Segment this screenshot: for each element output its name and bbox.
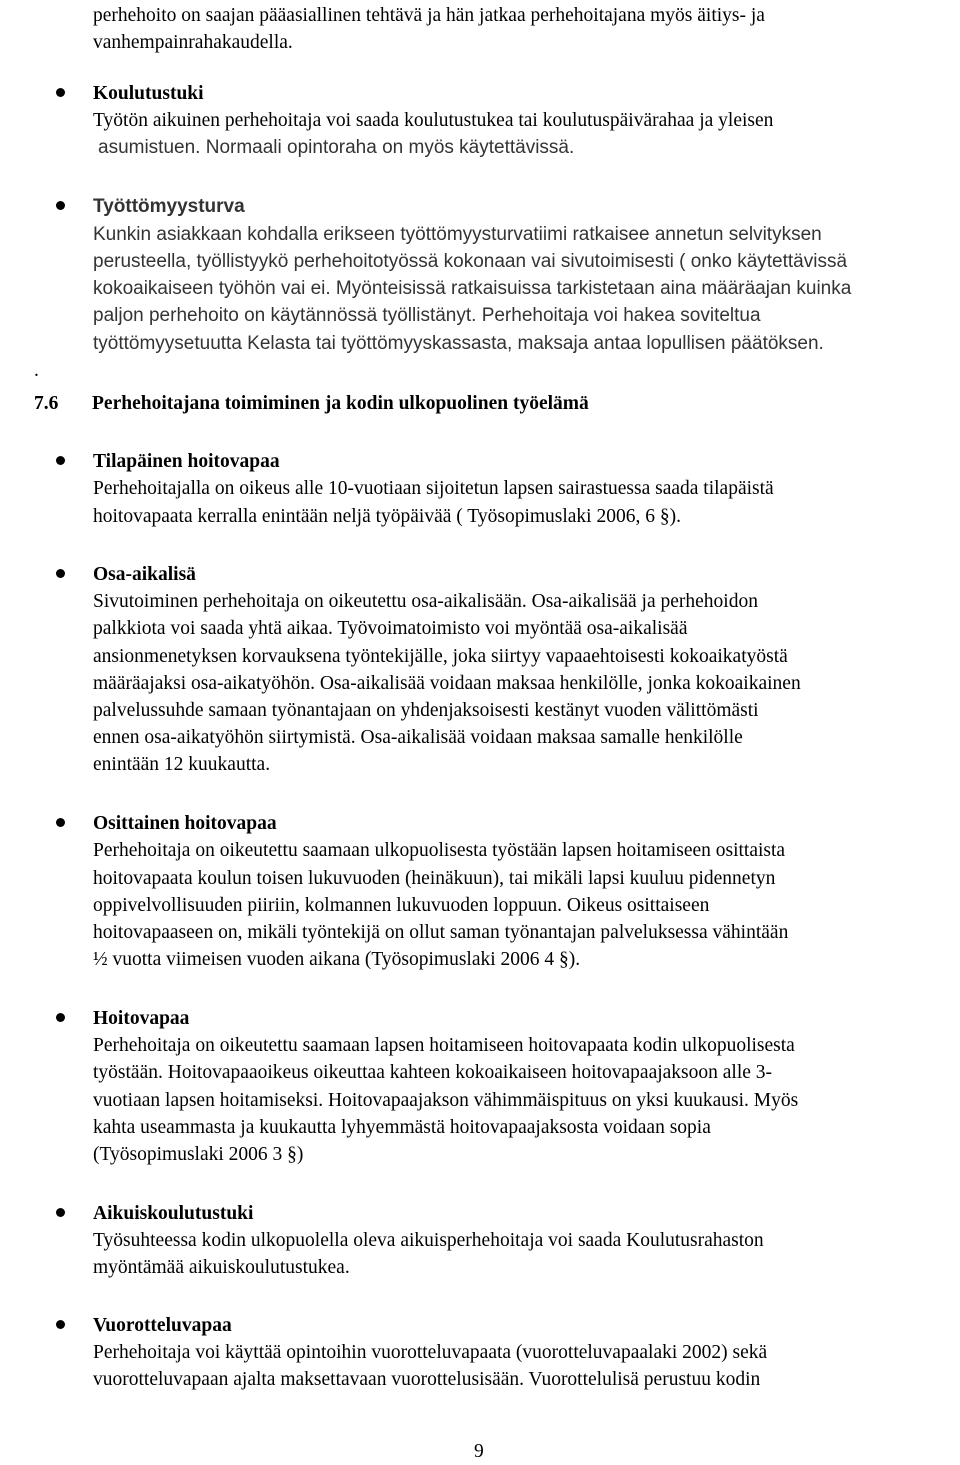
- intro-line: perhehoito on saajan pääasiallinen tehtävä ja hän jatkaa perhehoitajana myös äitiys- ja: [93, 5, 765, 26]
- bullet-text-line: vuotiaan lapsen hoitamiseksi. Hoitovapaajakson vähimmäispituus on yksi kuukausi. Myös: [93, 1090, 799, 1111]
- bullet-text-line: paljon perhehoito on käytännössä työllistänyt. Perhehoitaja voi hakea soviteltua: [93, 305, 761, 326]
- bullet-text-line: Kunkin asiakkaan kohdalla erikseen työttömyysturvatiimi ratkaisee annetun selvityksen: [93, 224, 822, 245]
- bullet-text-line: hoitovapaata koulun toisen lukuvuoden (heinäkuun), tai mikäli lapsi kuuluu pidennetyn: [93, 868, 776, 889]
- bullet-text-line: Perhehoitaja on oikeutettu saamaan lapsen hoitamiseen hoitovapaata kodin ulkopuolisesta: [93, 1035, 795, 1056]
- page-number: 9: [474, 1441, 484, 1462]
- bullet-text-line: palkkiota voi saada yhtä aikaa. Työvoimatoimisto voi myöntää osa-aikalisää: [93, 618, 688, 639]
- intro-line: vanhempainrahakaudella.: [93, 32, 293, 53]
- bullet-title-vuorotteluvapaa: Vuorotteluvapaa: [93, 1315, 232, 1336]
- bullet-text-line: hoitovapaata kerralla enintään neljä työpäivää ( Työsopimuslaki 2006, 6 §).: [93, 506, 681, 527]
- bullet-icon: [56, 818, 65, 827]
- bullet-text-line: Työtön aikuinen perhehoitaja voi saada koulutustukea tai koulutuspäivärahaa ja yleisen: [93, 110, 774, 131]
- bullet-title-osa-aikalisa: Osa-aikalisä: [93, 564, 196, 585]
- bullet-text-line: ansionmenetyksen korvauksena työntekijälle, joka siirtyy vapaaehtoisesti kokoaikatyöstä: [93, 646, 788, 667]
- bullet-text-line: Sivutoiminen perhehoitaja on oikeutettu osa-aikalisään. Osa-aikalisää ja perhehoidon: [93, 591, 758, 612]
- bullet-text-line: (Työsopimuslaki 2006 3 §): [93, 1144, 304, 1165]
- bullet-title-aikuiskoulutustuki: Aikuiskoulutustuki: [93, 1203, 254, 1224]
- bullet-text-line: määräajaksi osa-aikatyöhön. Osa-aikalisää voidaan maksaa henkilölle, jonka kokoaikainen: [93, 673, 801, 694]
- bullet-icon: [56, 201, 65, 210]
- bullet-text-line: myöntämää aikuiskoulutustukea.: [93, 1257, 350, 1278]
- bullet-icon: [56, 1208, 65, 1217]
- bullet-title-osittainen-hoitovapaa: Osittainen hoitovapaa: [93, 813, 277, 834]
- section-title: Perhehoitajana toimiminen ja kodin ulkopuolinen työelämä: [92, 393, 589, 414]
- bullet-text-line: asumistuen. Normaali opintoraha on myös käytettävissä.: [98, 137, 575, 158]
- bullet-title-tyottomyysturva: Työttömyysturva: [93, 196, 245, 217]
- bullet-text-line: Työsuhteessa kodin ulkopuolella oleva aikuisperhehoitaja voi saada Koulutusrahaston: [93, 1230, 764, 1251]
- bullet-text-line: kokoaikaiseen työhön vai ei. Myönteisissä ratkaisuissa tarkistetaan aina määräajan kuinka: [93, 278, 852, 299]
- bullet-text-line: työstään. Hoitovapaaoikeus oikeuttaa kahteen kokoaikaiseen hoitovapaajaksoon alle 3-: [93, 1062, 773, 1083]
- bullet-text-line: ½ vuotta viimeisen vuoden aikana (Työsopimuslaki 2006 4 §).: [93, 949, 581, 970]
- bullet-text-line: ennen osa-aikatyöhön siirtymistä. Osa-aikalisää voidaan maksaa samalle henkilölle: [93, 727, 743, 748]
- bullet-icon: [56, 88, 65, 97]
- bullet-icon: [56, 456, 65, 465]
- bullet-text-line: Perhehoitajalla on oikeus alle 10-vuotiaan sijoitetun lapsen sairastuessa saada tilapäistä: [93, 478, 774, 499]
- bullet-icon: [56, 569, 65, 578]
- bullet-title-koulutustuki: Koulutustuki: [93, 83, 204, 104]
- section-heading: [34, 390, 589, 417]
- bullet-text-line: hoitovapaaseen on, mikäli työntekijä on ollut saman työnantajan palveluksessa vähintään: [93, 922, 789, 943]
- bullet-text-line: kahta useammasta ja kuukautta lyhyemmästä hoitovapaajaksosta voidaan sopia: [93, 1117, 711, 1138]
- section-number: 7.6: [34, 393, 59, 414]
- bullet-icon: [56, 1320, 65, 1329]
- bullet-icon: [56, 1013, 65, 1022]
- bullet-text-line: oppivelvollisuuden piiriin, kolmannen lukuvuoden loppuun. Oikeus osittaiseen: [93, 895, 710, 916]
- bullet-text-line: Perhehoitaja on oikeutettu saamaan ulkopuolisesta työstään lapsen hoitamiseen osittaista: [93, 840, 786, 861]
- bullet-text-line: enintään 12 kuukautta.: [93, 754, 271, 775]
- bullet-title-tilapainen-hoitovapaa: Tilapäinen hoitovapaa: [93, 451, 280, 472]
- stray-dot: .: [34, 360, 39, 381]
- bullet-text-line: vuorotteluvapaan ajalta maksettavaan vuorottelusisään. Vuorottelulisä perustuu kodin: [93, 1369, 761, 1390]
- bullet-title-hoitovapaa: Hoitovapaa: [93, 1008, 190, 1029]
- bullet-text-line: perusteella, työllistyykö perhehoitotyössä kokonaan vai sivutoimisesti ( onko käytettävissä: [93, 251, 848, 272]
- bullet-text-line: palvelussuhde samaan työnantajaan on yhdenjaksoisesti kestänyt vuoden välittömästi: [93, 700, 759, 721]
- bullet-text-line: Perhehoitaja voi käyttää opintoihin vuorotteluvapaata (vuorotteluvapaalaki 2002) sekä: [93, 1342, 768, 1363]
- bullet-text-line: työttömyysetuutta Kelasta tai työttömyyskassasta, maksaja antaa lopullisen päätöksen.: [93, 333, 824, 354]
